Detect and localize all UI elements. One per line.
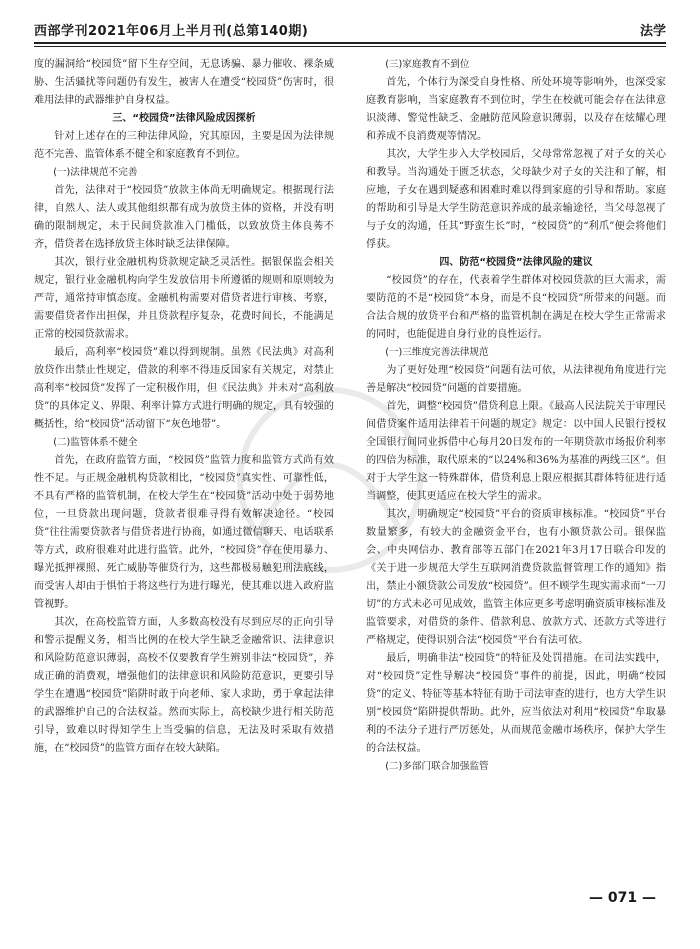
- paragraph-continued: 度的漏洞给“校园贷”留下生存空间，无息诱骗、暴力催收、裸条威胁、生活骚扰等问题仍有发生，被害人在遭受“校园贷”伤害时，很难用法律的武器维护自身权益。: [34, 59, 334, 106]
- paragraph: 其次，在高校监管方面，人多数高校没有尽到应尽的正向引导和警示提醒义务，相当比例的在校大学生缺乏金融常识、法律意识和风险防范意识薄弱，高校不仅要教育学生辨别非法“校园贷”，养成正确的消费观，增强他们的法律意识和风险防范意识，更要引导学生在遭遇“校园贷”陷阱时敢于向老师、家人求助，勇于拿起法律的武器维护自己的合法权益。然而实际上，高校缺少进行相关防范引导，致难以时得知学生上当受骗的信息，无法及时采取有效措施，在“校园贷”的监管方面存在较大缺陷。: [34, 617, 334, 754]
- right-column: [366, 56, 666, 776]
- journal-title: 西部学刊2021年06月上半月刊(总第140期): [34, 24, 309, 39]
- section-heading: 三、“校园贷”法律风险成因探析: [112, 113, 256, 124]
- subsection-heading: (二)监管体系不健全: [53, 437, 138, 448]
- paragraph: 针对上述存在的三种法律风险，究其原因，主要是因为法律规范不完善、监管体系不健全和家庭教育不到位。: [34, 131, 334, 160]
- paragraph: 为了更好处理“校园贷”问题有法可依，从法律视角角度进行完善是解决“校园贷”问题的首要措施。: [366, 365, 666, 394]
- header-rule-thick: [34, 42, 666, 44]
- paragraph: “校园贷”的存在，代表着学生群体对校园贷款的巨大需求，需要防范的不是“校园贷”本身，而是不良“校园贷”所带来的问题。而合法合规的放贷平台和严格的监管机制在满足在校大学生正常需求的同时，也能促进自身行业的良性运行。: [366, 275, 666, 340]
- paragraph: 其次，大学生步入大学校园后，父母常常忽视了对子女的关心和教导。当沟通处于匮乏状态，父母缺少对子女的关注和了解，相应地，子女在遇到疑惑和困难时难以得到家庭的引导和帮助。家庭的帮助和引导是大学生防范意识养成的最亲输途径，当父母忽视了与子女的沟通，任其“野蛮生长”时，“校园贷”的“利爪”便会将他们俘获。: [366, 149, 666, 250]
- paragraph: 首先，在政府监管方面，“校园贷”监管力度和监管方式尚有效性不足。与正规金融机构贷款相比，“校园贷”真实性、可靠性低，不具有严格的监管机制，在校大学生在“校园贷”活动中处于弱势地位，一旦贷款出现问题，贷款者很难寻得有效解决途径。“校园贷”往往需要贷款者与借贷者进行协商，如通过微信聊天、电话联系等方式，政府很难对此进行监管。此外，“校园贷”存在使用暴力、曝光抵押裸照、死亡威胁等催贷行为，这些都极易触犯刑法底线，而受害人却由于惧怕于将这些行为进行曝光，使其难以进入政府监管视野。: [34, 455, 334, 610]
- paragraph: 最后，明确非法“校园贷”的特征及处罚措施。在司法实践中，对“校园贷”定性导解决“校园贷”事件的前提，因此，明确“校园贷”的定义、特征等基本特征有助于司法审查的进行，也方大学生识别“校园贷”陷阱提供帮助。此外，应当依法对利用“校园贷”牟取暴利的不法分子进行严厉惩处，从而规范金融市场秩序，保护大学生的合法权益。: [366, 653, 666, 754]
- paragraph: 其次，银行业金融机构贷款规定缺乏灵活性。据银保监会相关规定，银行业金融机构向学生发放信用卡所遵循的规则和原则较为严苛，通常持审慎态度。金融机构需要对借贷者进行审核、考察，需要借贷者作出担保，并且贷款程序复杂，花费时间长，不能满足正常的校园贷款需求。: [34, 257, 334, 340]
- subsection-heading: (二)多部门联合加强监管: [385, 761, 489, 772]
- paragraph: 首先，调整“校园贷”借贷利息上限。《最高人民法院关于审理民间借贷案件适用法律若干问题的规定》规定：以中国人民银行授权全国银行间同业拆借中心每月20日发布的一年期贷款市场报价利率的四倍为标准，取代原来的“以24%和36%为基准的两线三区”。但对于大学生这一特殊群体，借贷利息上限应根据其群体特征进行适当调整，使其更适应在校大学生的需求。: [366, 401, 666, 502]
- subsection-heading: (一)法律规范不完善: [53, 167, 138, 178]
- paragraph: 其次，明确规定“校园贷”平台的资质审核标准。“校园贷”平台数量繁多，有较大的金融资金平台，也有小额贷款公司。银保监会、中央网信办、教育部等五部门在2021年3月17日联合印发的《关于进一步规范大学生互联网消费贷款监督管理工作的通知》指出，禁止小额贷款公司发放“校园贷”。但不顾学生现实需求而“一刀切”的方式未必可见成效，监管主体应更多考虑明确资质审核标准及监管要求，对借贷的条件、借款利息、放款方式、还款方式等进行严格规定，使得识别合法“校园贷”平台有法可依。: [366, 509, 666, 646]
- page-number: — 071 —: [589, 890, 656, 906]
- section-heading: 四、防范“校园贷”法律风险的建议: [439, 257, 593, 268]
- paragraph: 首先，法律对于“校园贷”放款主体尚无明确规定。根据现行法律，自然人、法人或其他组织都有成为放贷主体的资格，并没有明确的限制规定，未于民间贷款准入门槛低，以致放贷主体良莠不齐，借贷者在选择放贷主体时缺乏法律保障。: [34, 185, 334, 250]
- paragraph: 最后，高利率“校园贷”难以得到规制。虽然《民法典》对高利放贷作出禁止性规定，借款的利率不得违反国家有关规定，对禁止高利率“校园贷”发挥了一定积极作用，但《民法典》并未对“高利放贷”的具体定义、界限、利率计算方式进行明确的规定，具有较强的概括性，给“校园贷”活动留下“灰色地带”。: [34, 347, 334, 430]
- header-rule-thin: [34, 46, 666, 47]
- subsection-heading: (三)家庭教育不到位: [385, 59, 470, 70]
- subsection-heading: (一)三维度完善法律规范: [385, 347, 489, 358]
- paragraph: 首先，个体行为深受自身性格、所处环境等影响外，也深受家庭教育影响，当家庭教育不到位时，学生在校就可能会存在法律意识淡薄、警觉性缺乏、金融防范风险意识薄弱，以及存在炫耀心理和养成不良消费观等情况。: [366, 77, 666, 142]
- section-label: 法学: [639, 24, 666, 39]
- page-header: [34, 20, 666, 40]
- left-column: [34, 56, 334, 758]
